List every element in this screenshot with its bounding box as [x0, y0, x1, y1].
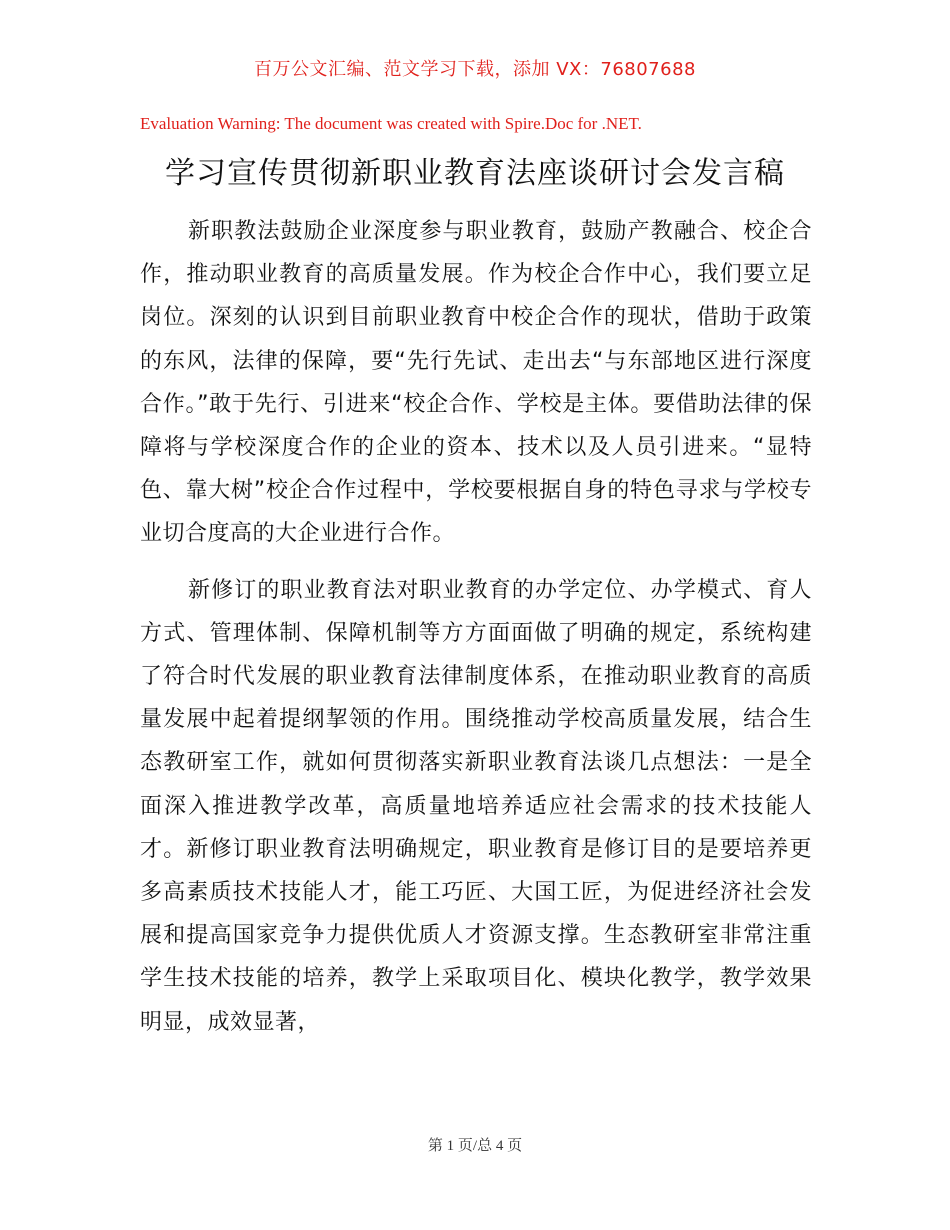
- page-number: 第 1 页/总 4 页: [427, 1138, 523, 1154]
- document-body: [140, 210, 812, 1044]
- body-paragraph: 新职教法鼓励企业深度参与职业教育，鼓励产教融合、校企合作，推动职业教育的高质量发展。作为校企合作中心，我们要立足岗位。深刻的认识到目前职业教育中校企合作的现状，借助于政策的东风，法律的保障，要“先行先试、走出去“与东部地区进行深度合作。”敢于先行、引进来“校企合作、学校是主体。要借助法律的保障将与学校深度合作的企业的资本、技术以及人员引进来。“显特色、靠大树”校企合作过程中，学校要根据自身的特色寻求与学校专业切合度高的大企业进行合作。: [140, 219, 812, 547]
- evaluation-warning: Evaluation Warning: The document was created with Spire.Doc for .NET.: [140, 114, 642, 133]
- document-title: 学习宣传贯彻新职业教育法座谈研讨会发言稿: [165, 156, 785, 191]
- body-paragraph: 新修订的职业教育法对职业教育的办学定位、办学模式、育人方式、管理体制、保障机制等方方面面做了明确的规定，系统构建了符合时代发展的职业教育法律制度体系，在推动职业教育的高质量发展中起着提纲挈领的作用。围绕推动学校高质量发展，结合生态教研室工作，就如何贯彻落实新职业教育法谈几点想法：一是全面深入推进教学改革，高质量地培养适应社会需求的技术技能人才。新修订职业教育法明确规定，职业教育是修订目的是要培养更多高素质技术技能人才，能工巧匠、大国工匠，为促进经济社会发展和提高国家竞争力提供优质人才资源支撑。生态教研室非常注重学生技术技能的培养，教学上采取项目化、模块化教学，教学效果明显，成效显著，: [140, 577, 812, 1035]
- promo-banner: 百万公文汇编、范文学习下载，添加 VX：76807688: [254, 59, 696, 80]
